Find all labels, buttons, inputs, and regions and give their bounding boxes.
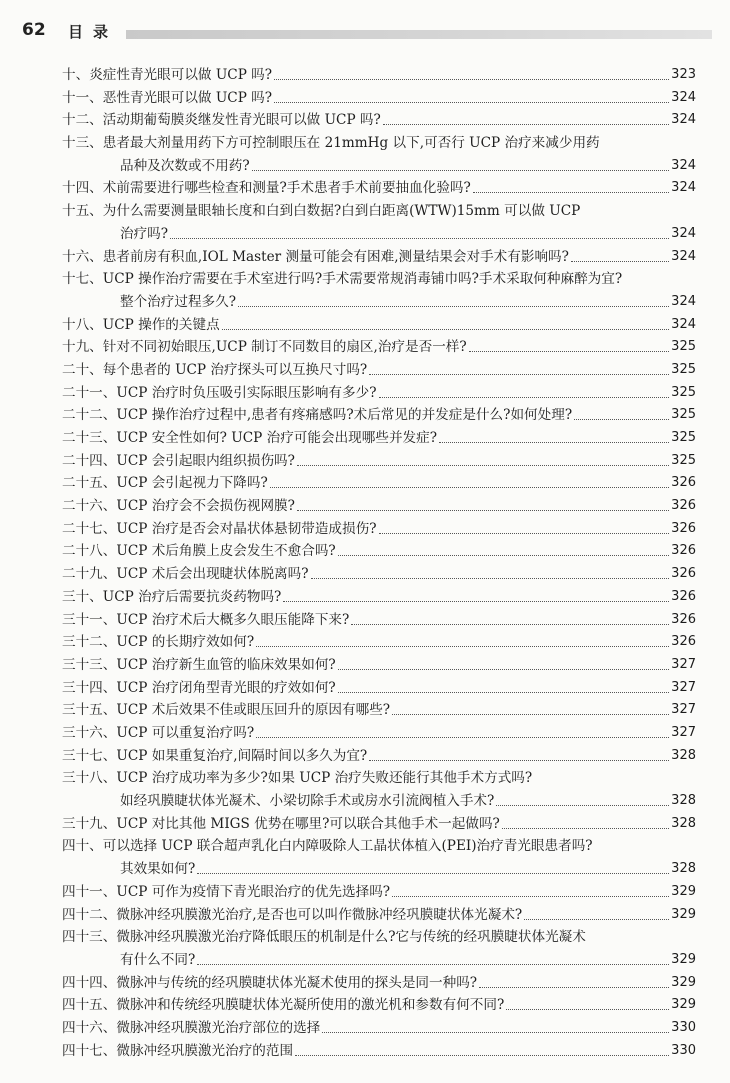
dot-leader xyxy=(479,987,669,988)
toc-line xyxy=(0,699,730,721)
entry-number: 三十二、 xyxy=(62,634,117,651)
dot-leader xyxy=(256,737,669,738)
entry-text xyxy=(62,699,390,721)
toc-entry[interactable] xyxy=(0,631,730,654)
dot-leader xyxy=(295,1055,669,1056)
toc-line xyxy=(0,155,730,177)
toc-line xyxy=(0,813,730,835)
entry-page-number: 325 xyxy=(671,361,696,377)
entry-number: 十二、 xyxy=(62,112,103,129)
entry-title-continuation: 治疗吗? xyxy=(120,225,169,242)
entry-text xyxy=(62,246,569,268)
toc-line xyxy=(0,994,730,1016)
entry-number: 二十九、 xyxy=(62,566,117,583)
toc-line xyxy=(0,540,730,562)
toc-line xyxy=(0,1040,730,1062)
entry-text xyxy=(62,994,504,1016)
toc-entry[interactable] xyxy=(0,767,730,812)
entry-page-number: 327 xyxy=(671,679,696,695)
entry-page-number: 329 xyxy=(671,951,696,967)
entry-text xyxy=(62,109,381,131)
toc-line xyxy=(0,132,730,154)
entry-page-number: 326 xyxy=(671,634,696,650)
entry-text xyxy=(62,87,272,109)
entry-title: 微脉冲经巩膜激光治疗部位的选择 xyxy=(116,1019,321,1036)
dot-leader xyxy=(283,601,669,602)
entry-page-number: 324 xyxy=(671,89,696,105)
toc-line xyxy=(0,246,730,268)
entry-title: UCP 如果重复治疗,间隔时间以多久为宜? xyxy=(116,747,368,764)
entry-number: 三十一、 xyxy=(62,611,117,628)
entry-text xyxy=(62,359,367,381)
dot-leader xyxy=(392,714,669,715)
entry-text xyxy=(62,654,336,676)
entry-number: 十、 xyxy=(62,67,90,83)
dot-leader xyxy=(338,669,669,670)
toc-entry[interactable] xyxy=(0,314,730,337)
entry-text xyxy=(62,382,377,404)
toc-entry[interactable] xyxy=(0,336,730,359)
entry-number: 三十七、 xyxy=(62,747,117,764)
entry-number: 二十四、 xyxy=(62,452,117,469)
toc-line xyxy=(0,223,730,245)
entry-title: UCP 可以重复治疗吗? xyxy=(116,724,255,741)
dot-leader xyxy=(256,646,669,647)
toc-line xyxy=(0,722,730,744)
toc-entry[interactable] xyxy=(0,404,730,427)
toc-entry[interactable] xyxy=(0,586,730,609)
entry-title: 微脉冲经巩膜激光治疗降低眼压的机制是什么?它与传统的经巩膜睫状体光凝术 xyxy=(116,929,586,946)
entry-title: UCP 对比其他 MIGS 优势在哪里?可以联合其他手术一起做吗? xyxy=(116,815,500,832)
entry-number: 四十七、 xyxy=(62,1042,117,1059)
dot-leader xyxy=(524,919,669,920)
entry-title: 针对不同初始眼压,UCP 制订不同数目的扇区,治疗是否一样? xyxy=(102,339,467,356)
entry-page-number: 327 xyxy=(671,724,696,740)
toc-entry[interactable] xyxy=(0,881,730,904)
entry-page-number: 324 xyxy=(671,316,696,332)
entry-title: 微脉冲经巩膜激光治疗,是否也可以叫作微脉冲经巩膜睫状体光凝术? xyxy=(116,906,523,923)
toc-line xyxy=(0,677,730,699)
toc-entry[interactable] xyxy=(0,200,730,245)
dot-leader xyxy=(574,419,669,420)
dot-leader xyxy=(338,692,669,693)
entry-title: 术前需要进行哪些检查和测量?手术患者手术前要抽血化验吗? xyxy=(102,180,471,197)
dot-leader xyxy=(222,329,670,330)
toc-entry[interactable] xyxy=(0,677,730,700)
entry-text xyxy=(62,314,220,336)
entry-page-number: 325 xyxy=(671,339,696,355)
entry-title: 微脉冲经巩膜激光治疗的范围 xyxy=(116,1042,294,1059)
toc-entry[interactable] xyxy=(0,722,730,745)
entry-number: 十一、 xyxy=(62,89,103,106)
toc-entry[interactable] xyxy=(0,87,730,110)
entry-title: 微脉冲与传统的经巩膜睫状体光凝术使用的探头是同一种吗? xyxy=(116,974,478,991)
dot-leader xyxy=(369,374,669,375)
toc-line xyxy=(0,200,730,222)
toc-line xyxy=(0,427,730,449)
entry-title: 患者最大剂量用药下方可控制眼压在 21mmHg 以下,可否行 UCP 治疗来减少用药 xyxy=(102,135,600,152)
entry-text xyxy=(62,336,467,358)
entry-title: UCP 会引起视力下降吗? xyxy=(116,475,268,492)
dot-leader xyxy=(379,397,670,398)
dot-leader xyxy=(274,79,669,80)
entry-title: UCP 治疗闭角型青光眼的疗效如何? xyxy=(116,679,336,696)
entry-page-number: 328 xyxy=(671,793,696,809)
entry-title: UCP 治疗时负压吸引实际眼压影响有多少? xyxy=(116,384,377,401)
entry-title: 患者前房有积血,IOL Master 测量可能会有困难,测量结果会对手术有影响吗? xyxy=(102,248,569,265)
toc-line xyxy=(0,790,730,812)
toc-entry[interactable] xyxy=(0,926,730,971)
entry-title: UCP 治疗新生血管的临床效果如何? xyxy=(116,656,336,673)
dot-leader xyxy=(502,828,669,829)
toc-line xyxy=(0,472,730,494)
toc-line xyxy=(0,450,730,472)
toc-line xyxy=(0,835,730,857)
dot-leader xyxy=(439,442,669,443)
toc-line xyxy=(0,109,730,131)
entry-text xyxy=(62,904,522,926)
entry-number: 十九、 xyxy=(62,339,103,356)
entry-number: 四十四、 xyxy=(62,974,117,991)
toc-line xyxy=(0,291,730,313)
dot-leader xyxy=(311,578,670,579)
entry-number: 四十二、 xyxy=(62,906,117,923)
entry-text xyxy=(62,926,586,948)
entry-page-number: 330 xyxy=(671,1042,696,1058)
toc-entry[interactable] xyxy=(0,813,730,836)
entry-title: 每个患者的 UCP 治疗探头可以互换尺寸吗? xyxy=(102,361,368,378)
dot-leader xyxy=(351,624,669,625)
entry-number: 三十四、 xyxy=(62,679,117,696)
toc-line xyxy=(0,904,730,926)
toc-entry[interactable] xyxy=(0,699,730,722)
entry-title: UCP 操作治疗需要在手术室进行吗?手术需要常规消毒铺巾吗?手术采取何种麻醉为宜? xyxy=(102,271,623,288)
entry-title-continuation: 有什么不同? xyxy=(120,951,196,968)
header-title: 目录 xyxy=(68,23,119,41)
entry-page-number: 325 xyxy=(671,452,696,468)
dot-leader xyxy=(473,192,669,193)
entry-page-number: 326 xyxy=(671,520,696,536)
entry-text xyxy=(62,813,500,835)
toc-line xyxy=(0,563,730,585)
entry-page-number: 329 xyxy=(671,906,696,922)
entry-title: 可以选择 UCP 联合超声乳化白内障吸除人工晶状体植入(PEI)治疗青光眼患者吗? xyxy=(102,838,593,855)
toc-line xyxy=(0,268,730,290)
entry-page-number: 329 xyxy=(671,883,696,899)
toc-line xyxy=(0,359,730,381)
entry-page-number: 326 xyxy=(671,543,696,559)
toc-line xyxy=(0,654,730,676)
entry-number: 二十一、 xyxy=(62,384,117,401)
page-number: 62 xyxy=(22,20,46,40)
entry-text xyxy=(62,745,367,767)
toc-entry[interactable] xyxy=(0,472,730,495)
entry-text xyxy=(62,427,437,449)
entry-page-number: 325 xyxy=(671,430,696,446)
toc-entry[interactable] xyxy=(0,540,730,563)
toc-entry[interactable] xyxy=(0,518,730,541)
entry-number: 十六、 xyxy=(62,248,103,265)
entry-text xyxy=(62,972,477,994)
entry-page-number: 329 xyxy=(671,974,696,990)
dot-leader xyxy=(197,873,669,874)
dot-leader xyxy=(369,760,669,761)
page-header xyxy=(0,0,730,46)
toc-entry[interactable] xyxy=(0,450,730,473)
dot-leader xyxy=(297,510,669,511)
toc-line xyxy=(0,177,730,199)
entry-page-number: 324 xyxy=(671,112,696,128)
dot-leader xyxy=(322,1032,669,1033)
toc-line xyxy=(0,767,730,789)
entry-title: 恶性青光眼可以做 UCP 吗? xyxy=(102,89,273,106)
entry-number: 二十六、 xyxy=(62,498,117,515)
entry-text xyxy=(62,518,377,540)
entry-title: UCP 治疗是否会对晶状体悬韧带造成损伤? xyxy=(116,520,377,537)
dot-leader xyxy=(270,487,669,488)
entry-page-number: 325 xyxy=(671,407,696,423)
toc-line xyxy=(0,336,730,358)
toc-entry[interactable] xyxy=(0,654,730,677)
toc-line xyxy=(0,586,730,608)
entry-number: 十四、 xyxy=(62,180,103,197)
entry-text xyxy=(62,404,572,426)
entry-title: UCP 术后效果不佳或眼压回升的原因有哪些? xyxy=(116,702,391,719)
entry-number: 三十八、 xyxy=(62,770,117,787)
entry-number: 二十八、 xyxy=(62,543,117,560)
entry-title: UCP 操作的关键点 xyxy=(102,316,220,333)
toc-line xyxy=(0,314,730,336)
toc-entry[interactable] xyxy=(0,904,730,927)
entry-number: 三十九、 xyxy=(62,815,117,832)
dot-leader xyxy=(197,964,669,965)
toc-line xyxy=(0,495,730,517)
dot-leader xyxy=(252,170,670,171)
entry-number: 十七、 xyxy=(62,271,103,288)
toc-line xyxy=(0,881,730,903)
entry-number: 四十三、 xyxy=(62,929,117,946)
entry-text xyxy=(62,722,254,744)
entry-text xyxy=(62,132,600,154)
entry-title: 为什么需要测量眼轴长度和白到白数据?白到白距离(WTW)15mm 可以做 UCP xyxy=(102,203,581,220)
toc-entry[interactable] xyxy=(0,1017,730,1040)
dot-leader xyxy=(338,555,669,556)
toc-line xyxy=(0,926,730,948)
entry-text xyxy=(62,677,336,699)
entry-text xyxy=(62,540,336,562)
toc-entry[interactable] xyxy=(0,64,730,87)
toc-entry[interactable] xyxy=(0,495,730,518)
entry-number: 四十一、 xyxy=(62,883,117,900)
dot-leader xyxy=(170,238,669,239)
entry-page-number: 325 xyxy=(671,384,696,400)
entry-title: UCP 治疗术后大概多久眼压能降下来? xyxy=(116,611,350,628)
entry-page-number: 324 xyxy=(671,248,696,264)
entry-page-number: 326 xyxy=(671,566,696,582)
toc-entry[interactable] xyxy=(0,609,730,632)
toc-line xyxy=(0,518,730,540)
entry-title: UCP 治疗后需要抗炎药物吗? xyxy=(102,588,282,605)
entry-title: UCP 的长期疗效如何? xyxy=(116,634,255,651)
entry-page-number: 326 xyxy=(671,475,696,491)
entry-page-number: 326 xyxy=(671,498,696,514)
dot-leader xyxy=(506,1009,669,1010)
entry-title: 炎症性青光眼可以做 UCP 吗? xyxy=(89,67,273,83)
entry-page-number: 328 xyxy=(671,815,696,831)
entry-text xyxy=(62,609,349,631)
entry-title: UCP 治疗会不会损伤视网膜? xyxy=(116,498,295,515)
entry-number: 四十五、 xyxy=(62,997,117,1014)
dot-leader xyxy=(496,805,669,806)
toc-entry[interactable] xyxy=(0,359,730,382)
entry-number: 三十三、 xyxy=(62,656,117,673)
dot-leader xyxy=(469,351,669,352)
entry-text xyxy=(62,1040,293,1062)
toc-line xyxy=(0,631,730,653)
entry-page-number: 328 xyxy=(671,747,696,763)
entry-text xyxy=(62,472,268,494)
entry-page-number: 326 xyxy=(671,588,696,604)
entry-title-continuation: 如经巩膜睫状体光凝术、小梁切除手术或房水引流阀植入手术? xyxy=(120,793,495,810)
entry-number: 四十、 xyxy=(62,838,103,855)
dot-leader xyxy=(383,124,669,125)
entry-number: 二十五、 xyxy=(62,475,117,492)
toc-line xyxy=(0,1017,730,1039)
entry-page-number: 324 xyxy=(671,180,696,196)
entry-number: 四十六、 xyxy=(62,1019,117,1036)
entry-title: UCP 会引起眼内组织损伤吗? xyxy=(116,452,295,469)
dot-leader xyxy=(392,896,669,897)
dot-leader xyxy=(379,533,670,534)
entry-page-number: 327 xyxy=(671,702,696,718)
entry-title-continuation: 整个治疗过程多久? xyxy=(120,293,237,310)
entry-text xyxy=(62,268,622,290)
entry-text xyxy=(62,881,390,903)
toc-line xyxy=(0,972,730,994)
entry-title: UCP 安全性如何? UCP 治疗可能会出现哪些并发症? xyxy=(116,430,438,447)
entry-number: 二十二、 xyxy=(62,407,117,424)
entry-title-continuation: 品种及次数或不用药? xyxy=(120,157,250,174)
entry-page-number: 327 xyxy=(671,656,696,672)
toc-entry[interactable] xyxy=(0,563,730,586)
toc-entry[interactable] xyxy=(0,745,730,768)
toc-line xyxy=(0,745,730,767)
toc-line xyxy=(0,949,730,971)
entry-page-number: 324 xyxy=(671,157,696,173)
toc-line xyxy=(0,382,730,404)
toc-line xyxy=(0,858,730,880)
entry-page-number: 328 xyxy=(671,861,696,877)
dot-leader xyxy=(297,465,669,466)
toc-line xyxy=(0,404,730,426)
entry-number: 十三、 xyxy=(62,135,103,152)
entry-number: 三十五、 xyxy=(62,702,117,719)
entry-text xyxy=(62,177,471,199)
entry-page-number: 329 xyxy=(671,997,696,1013)
entry-number: 二十、 xyxy=(62,361,103,378)
entry-number: 十八、 xyxy=(62,316,103,333)
toc-entry[interactable] xyxy=(0,972,730,995)
entry-text xyxy=(62,495,295,517)
toc-line xyxy=(0,609,730,631)
dot-leader xyxy=(274,102,669,103)
entry-title: 活动期葡萄膜炎继发性青光眼可以做 UCP 吗? xyxy=(102,112,381,129)
toc-entry[interactable] xyxy=(0,132,730,177)
entry-title: UCP 操作治疗过程中,患者有疼痛感吗?术后常见的并发症是什么?如何处理? xyxy=(116,407,573,424)
entry-text xyxy=(62,450,295,472)
toc-entry[interactable] xyxy=(0,427,730,450)
entry-text xyxy=(62,586,281,608)
table-of-contents xyxy=(0,64,730,1062)
toc-entry[interactable] xyxy=(0,177,730,200)
header-bar xyxy=(126,30,712,39)
entry-title: UCP 可作为疫情下青光眼治疗的优先选择吗? xyxy=(116,883,391,900)
entry-title: UCP 术后角膜上皮会发生不愈合吗? xyxy=(116,543,336,560)
entry-page-number: 330 xyxy=(671,1019,696,1035)
toc-entry[interactable] xyxy=(0,268,730,313)
toc-entry[interactable] xyxy=(0,1040,730,1063)
entry-number: 三十、 xyxy=(62,588,103,605)
toc-entry[interactable] xyxy=(0,382,730,405)
entry-title: 微脉冲和传统经巩膜睫状体光凝所使用的激光机和参数有何不同? xyxy=(116,997,505,1014)
entry-text xyxy=(62,767,532,789)
toc-entry[interactable] xyxy=(0,246,730,269)
entry-number: 三十六、 xyxy=(62,724,117,741)
entry-title: UCP 治疗成功率为多少?如果 UCP 治疗失败还能行其他手术方式吗? xyxy=(116,770,533,787)
toc-line xyxy=(0,87,730,109)
entry-text xyxy=(62,200,580,222)
toc-entry[interactable] xyxy=(0,994,730,1017)
entry-page-number: 323 xyxy=(671,67,696,82)
entry-text xyxy=(62,64,272,86)
entry-page-number: 324 xyxy=(671,225,696,241)
entry-page-number: 324 xyxy=(671,293,696,309)
entry-text xyxy=(62,631,254,653)
entry-number: 二十三、 xyxy=(62,430,117,447)
entry-text xyxy=(62,563,309,585)
toc-entry[interactable] xyxy=(0,835,730,880)
entry-number: 二十七、 xyxy=(62,520,117,537)
entry-text xyxy=(62,835,593,857)
entry-title-continuation: 其效果如何? xyxy=(120,861,196,878)
dot-leader xyxy=(571,261,669,262)
entry-title: UCP 术后会出现睫状体脱离吗? xyxy=(116,566,309,583)
entry-text xyxy=(62,1017,320,1039)
toc-entry[interactable] xyxy=(0,109,730,132)
entry-number: 十五、 xyxy=(62,203,103,220)
toc-line xyxy=(0,64,730,86)
entry-page-number: 326 xyxy=(671,611,696,627)
dot-leader xyxy=(238,306,669,307)
